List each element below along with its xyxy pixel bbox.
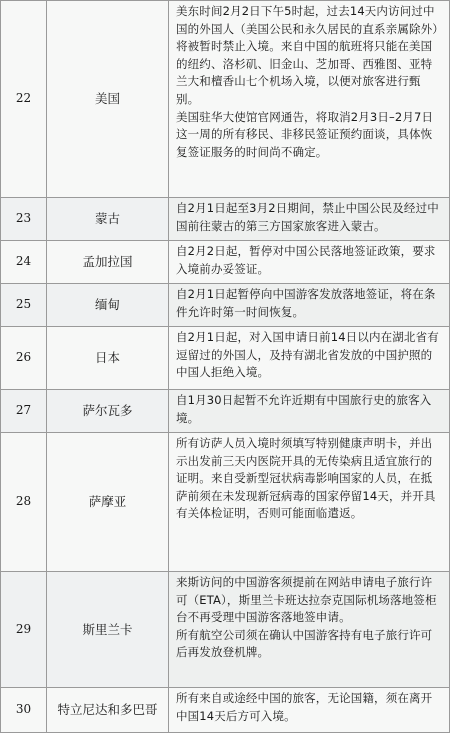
policy-paragraph: 自1月30日起暂不允许近期有中国旅行史的旅客入境。 — [176, 393, 432, 425]
row-number: 29 — [0, 572, 46, 687]
row-number: 30 — [0, 688, 46, 732]
row-number: 26 — [0, 327, 46, 389]
policy-paragraph: 美东时间2月2日下午5时起，过去14天内访问过中国的外国人（美国公民和永久居民的直系亲属除外）将被暂时禁止入境。来自中国的航班将只能在美国的纽约、洛杉矶、旧金山、芝加哥、西雅图、亚特兰大和檀香山七个机场入境，以便对旅客进行甄别。 — [176, 4, 439, 106]
country-name: 日本 — [46, 327, 168, 389]
policy-description — [168, 433, 450, 571]
table-row — [0, 1, 450, 198]
country-name: 蒙古 — [46, 198, 168, 240]
row-number: 23 — [0, 198, 46, 240]
policy-description — [168, 198, 450, 240]
policy-paragraph: 自2月2日起，暂停对中国公民落地签证政策，要求入境前办妥签证。 — [176, 244, 436, 276]
row-number: 28 — [0, 433, 46, 571]
policy-description — [168, 327, 450, 389]
table-row — [0, 198, 450, 241]
policy-paragraph: 所有航空公司须在确认中国游客持有电子旅行许可后再发放登机牌。 — [176, 627, 433, 660]
policy-description — [168, 572, 450, 687]
row-number: 22 — [0, 1, 46, 197]
policy-description — [168, 284, 450, 326]
policy-description — [168, 1, 450, 197]
table-row — [0, 433, 450, 572]
policy-paragraph: 自2月1日起至3月2日期间，禁止中国公民及经过中国前往蒙古的第三方国家旅客进入蒙古。 — [176, 201, 439, 233]
policy-paragraph: 自2月1日起暂停向中国游客发放落地签证，将在条件允许时第一时间恢复。 — [176, 287, 436, 319]
table-row — [0, 390, 450, 433]
country-name: 孟加拉国 — [46, 241, 168, 283]
table-row — [0, 572, 450, 688]
country-name: 斯里兰卡 — [46, 572, 168, 687]
row-number: 27 — [0, 390, 46, 432]
policy-paragraph: 美国驻华大使馆官网通告，将取消2月3日–2月7日这一周的所有移民、非移民签证预约面谈，具体恢复签证服务的时间尚不确定。 — [176, 109, 434, 159]
row-number: 24 — [0, 241, 46, 283]
table-row — [0, 284, 450, 327]
row-number: 25 — [0, 284, 46, 326]
country-name: 特立尼达和多巴哥 — [46, 688, 168, 732]
table-row — [0, 241, 450, 284]
policy-paragraph: 自2月1日起，对入国申请日前14日以内在湖北省有逗留过的外国人，及持有湖北省发放的中国护照的中国人拒绝入境。 — [176, 330, 439, 380]
table-row — [0, 688, 450, 733]
policy-description — [168, 390, 450, 432]
policy-description — [168, 688, 450, 732]
policy-description — [168, 241, 450, 283]
policy-paragraph: 所有访萨人员入境时须填写特别健康声明卡，并出示出发前三天内医院开具的无传染病且适宜旅行的证明。来自受新型冠状病毒影响国家的人员，在抵萨前须在未发现新冠病毒的国家停留14天，并开具有关体检证明，否则可能面临遣返。 — [176, 436, 436, 521]
country-name: 缅甸 — [46, 284, 168, 326]
policy-paragraph: 来斯访问的中国游客须提前在网站申请电子旅行许可（ETA），斯里兰卡班达拉奈克国际机场落地签柜台不再受理中国游客落地签申请。 — [176, 575, 437, 625]
table-row — [0, 327, 450, 390]
country-name: 美国 — [46, 1, 168, 197]
policy-paragraph: 所有来自或途经中国的旅客，无论国籍，须在离开中国14天后方可入境。 — [176, 691, 433, 723]
country-name: 萨尔瓦多 — [46, 390, 168, 432]
country-name: 萨摩亚 — [46, 433, 168, 571]
